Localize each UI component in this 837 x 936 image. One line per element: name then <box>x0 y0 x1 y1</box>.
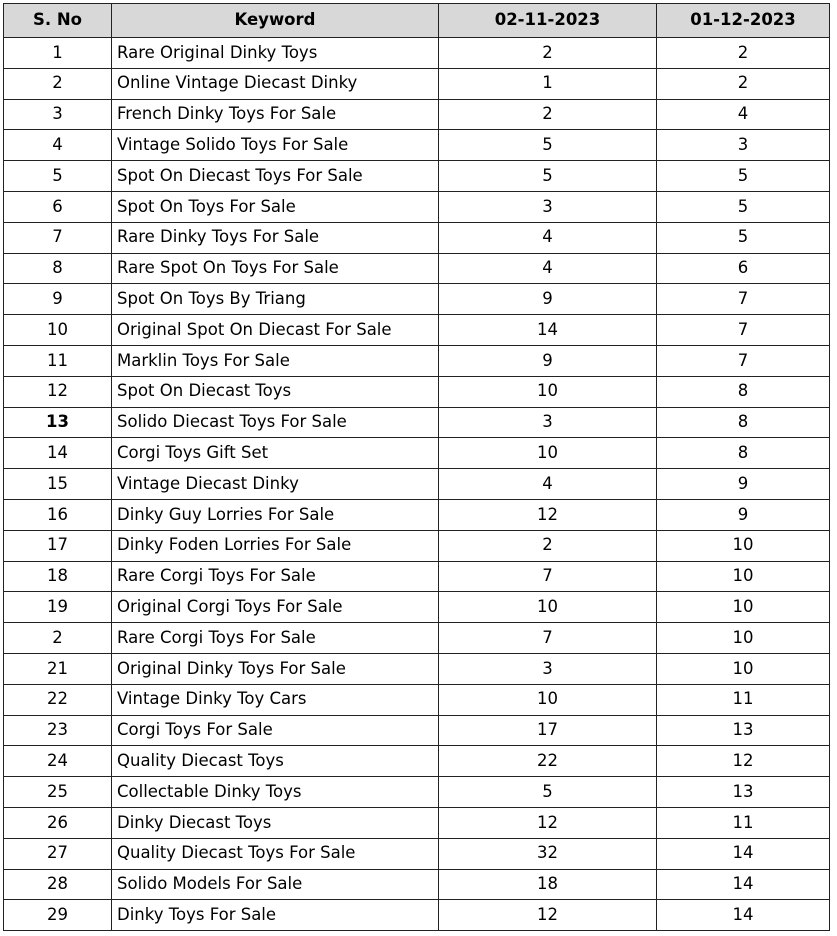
cell-rank-date-2: 13 <box>657 777 830 808</box>
cell-rank-date-1: 12 <box>439 807 657 838</box>
table-row <box>4 345 830 376</box>
cell-sno: 17 <box>4 530 112 561</box>
cell-keyword: Spot On Toys By Triang <box>112 284 439 315</box>
cell-rank-date-2: 9 <box>657 469 830 500</box>
cell-sno: 5 <box>4 161 112 192</box>
cell-sno: 2 <box>4 623 112 654</box>
table-row <box>4 284 830 315</box>
cell-sno: 7 <box>4 222 112 253</box>
cell-sno: 23 <box>4 715 112 746</box>
cell-keyword: Rare Spot On Toys For Sale <box>112 253 439 284</box>
cell-rank-date-2: 10 <box>657 592 830 623</box>
cell-rank-date-1: 5 <box>439 130 657 161</box>
cell-keyword: Spot On Diecast Toys For Sale <box>112 161 439 192</box>
table-row <box>4 777 830 808</box>
cell-rank-date-1: 9 <box>439 284 657 315</box>
table-body <box>4 38 830 931</box>
cell-rank-date-1: 10 <box>439 684 657 715</box>
table-row <box>4 653 830 684</box>
cell-rank-date-2: 2 <box>657 38 830 69</box>
cell-keyword: Original Spot On Diecast For Sale <box>112 315 439 346</box>
cell-keyword: Solido Diecast Toys For Sale <box>112 407 439 438</box>
cell-sno: 14 <box>4 438 112 469</box>
cell-rank-date-1: 14 <box>439 315 657 346</box>
cell-keyword: Vintage Diecast Dinky <box>112 469 439 500</box>
cell-rank-date-1: 3 <box>439 407 657 438</box>
cell-rank-date-2: 5 <box>657 191 830 222</box>
table-row <box>4 376 830 407</box>
cell-rank-date-2: 4 <box>657 99 830 130</box>
cell-rank-date-2: 12 <box>657 746 830 777</box>
cell-keyword: Vintage Dinky Toy Cars <box>112 684 439 715</box>
cell-rank-date-2: 5 <box>657 161 830 192</box>
table-row <box>4 869 830 900</box>
cell-keyword: Dinky Guy Lorries For Sale <box>112 499 439 530</box>
cell-keyword: Dinky Diecast Toys <box>112 807 439 838</box>
cell-keyword: Solido Models For Sale <box>112 869 439 900</box>
cell-keyword: Collectable Dinky Toys <box>112 777 439 808</box>
cell-sno: 6 <box>4 191 112 222</box>
table-row <box>4 838 830 869</box>
cell-rank-date-1: 12 <box>439 499 657 530</box>
cell-rank-date-2: 8 <box>657 376 830 407</box>
cell-rank-date-1: 7 <box>439 623 657 654</box>
cell-keyword: Original Corgi Toys For Sale <box>112 592 439 623</box>
cell-rank-date-2: 5 <box>657 222 830 253</box>
cell-sno: 21 <box>4 653 112 684</box>
table-row <box>4 99 830 130</box>
cell-rank-date-1: 18 <box>439 869 657 900</box>
table-header <box>4 4 830 38</box>
table-row <box>4 561 830 592</box>
cell-keyword: Original Dinky Toys For Sale <box>112 653 439 684</box>
cell-rank-date-1: 17 <box>439 715 657 746</box>
cell-sno: 12 <box>4 376 112 407</box>
cell-sno: 19 <box>4 592 112 623</box>
cell-keyword: Quality Diecast Toys For Sale <box>112 838 439 869</box>
cell-sno: 2 <box>4 68 112 99</box>
cell-keyword: Corgi Toys Gift Set <box>112 438 439 469</box>
cell-rank-date-2: 10 <box>657 530 830 561</box>
table-row <box>4 684 830 715</box>
cell-rank-date-2: 10 <box>657 653 830 684</box>
cell-rank-date-1: 5 <box>439 161 657 192</box>
cell-sno: 28 <box>4 869 112 900</box>
cell-sno: 1 <box>4 38 112 69</box>
cell-rank-date-2: 8 <box>657 438 830 469</box>
cell-sno: 22 <box>4 684 112 715</box>
header-date-2: 01-12-2023 <box>657 4 830 38</box>
table-row <box>4 161 830 192</box>
cell-rank-date-1: 2 <box>439 38 657 69</box>
cell-rank-date-1: 10 <box>439 592 657 623</box>
table-row <box>4 807 830 838</box>
cell-sno: 16 <box>4 499 112 530</box>
cell-keyword: Vintage Solido Toys For Sale <box>112 130 439 161</box>
cell-rank-date-2: 2 <box>657 68 830 99</box>
cell-keyword: Rare Corgi Toys For Sale <box>112 561 439 592</box>
header-sno: S. No <box>4 4 112 38</box>
table-row <box>4 38 830 69</box>
cell-rank-date-1: 3 <box>439 191 657 222</box>
cell-rank-date-1: 10 <box>439 438 657 469</box>
cell-keyword: Marklin Toys For Sale <box>112 345 439 376</box>
table-row <box>4 438 830 469</box>
cell-rank-date-1: 10 <box>439 376 657 407</box>
cell-rank-date-2: 11 <box>657 807 830 838</box>
cell-rank-date-2: 9 <box>657 499 830 530</box>
table-row <box>4 315 830 346</box>
cell-rank-date-2: 3 <box>657 130 830 161</box>
cell-sno: 10 <box>4 315 112 346</box>
cell-rank-date-1: 4 <box>439 222 657 253</box>
cell-rank-date-1: 2 <box>439 530 657 561</box>
cell-rank-date-1: 3 <box>439 653 657 684</box>
table-row <box>4 623 830 654</box>
cell-keyword: Quality Diecast Toys <box>112 746 439 777</box>
cell-keyword: Dinky Foden Lorries For Sale <box>112 530 439 561</box>
cell-rank-date-2: 7 <box>657 345 830 376</box>
cell-rank-date-1: 4 <box>439 253 657 284</box>
cell-keyword: French Dinky Toys For Sale <box>112 99 439 130</box>
cell-rank-date-1: 9 <box>439 345 657 376</box>
cell-rank-date-2: 14 <box>657 869 830 900</box>
table-row <box>4 253 830 284</box>
cell-rank-date-1: 12 <box>439 900 657 931</box>
header-row <box>4 4 830 38</box>
table-row <box>4 900 830 931</box>
cell-sno: 29 <box>4 900 112 931</box>
keyword-ranking-table-container <box>3 3 829 931</box>
cell-rank-date-2: 10 <box>657 561 830 592</box>
cell-sno: 4 <box>4 130 112 161</box>
cell-keyword: Corgi Toys For Sale <box>112 715 439 746</box>
cell-rank-date-2: 11 <box>657 684 830 715</box>
table-row <box>4 469 830 500</box>
cell-rank-date-1: 4 <box>439 469 657 500</box>
cell-sno: 18 <box>4 561 112 592</box>
cell-sno: 24 <box>4 746 112 777</box>
cell-rank-date-2: 10 <box>657 623 830 654</box>
cell-keyword: Dinky Toys For Sale <box>112 900 439 931</box>
cell-rank-date-2: 7 <box>657 315 830 346</box>
cell-rank-date-2: 8 <box>657 407 830 438</box>
table-row <box>4 530 830 561</box>
cell-rank-date-2: 14 <box>657 838 830 869</box>
cell-sno: 25 <box>4 777 112 808</box>
header-keyword: Keyword <box>112 4 439 38</box>
cell-sno: 11 <box>4 345 112 376</box>
cell-rank-date-2: 6 <box>657 253 830 284</box>
cell-rank-date-1: 5 <box>439 777 657 808</box>
cell-rank-date-1: 7 <box>439 561 657 592</box>
table-row <box>4 222 830 253</box>
cell-sno: 27 <box>4 838 112 869</box>
table-row <box>4 746 830 777</box>
cell-keyword: Spot On Toys For Sale <box>112 191 439 222</box>
cell-sno: 8 <box>4 253 112 284</box>
cell-keyword: Spot On Diecast Toys <box>112 376 439 407</box>
cell-keyword: Rare Corgi Toys For Sale <box>112 623 439 654</box>
table-row <box>4 499 830 530</box>
cell-sno: 9 <box>4 284 112 315</box>
cell-rank-date-2: 14 <box>657 900 830 931</box>
cell-sno: 15 <box>4 469 112 500</box>
cell-keyword: Rare Dinky Toys For Sale <box>112 222 439 253</box>
cell-sno: 13 <box>4 407 112 438</box>
table-row <box>4 68 830 99</box>
cell-sno: 26 <box>4 807 112 838</box>
table-row <box>4 715 830 746</box>
cell-rank-date-2: 7 <box>657 284 830 315</box>
cell-keyword: Online Vintage Diecast Dinky <box>112 68 439 99</box>
header-date-1: 02-11-2023 <box>439 4 657 38</box>
table-row <box>4 130 830 161</box>
cell-keyword: Rare Original Dinky Toys <box>112 38 439 69</box>
cell-rank-date-1: 2 <box>439 99 657 130</box>
cell-rank-date-2: 13 <box>657 715 830 746</box>
cell-rank-date-1: 22 <box>439 746 657 777</box>
keyword-ranking-table <box>3 3 830 931</box>
table-row <box>4 592 830 623</box>
table-row <box>4 407 830 438</box>
cell-rank-date-1: 1 <box>439 68 657 99</box>
cell-sno: 3 <box>4 99 112 130</box>
cell-rank-date-1: 32 <box>439 838 657 869</box>
table-row <box>4 191 830 222</box>
